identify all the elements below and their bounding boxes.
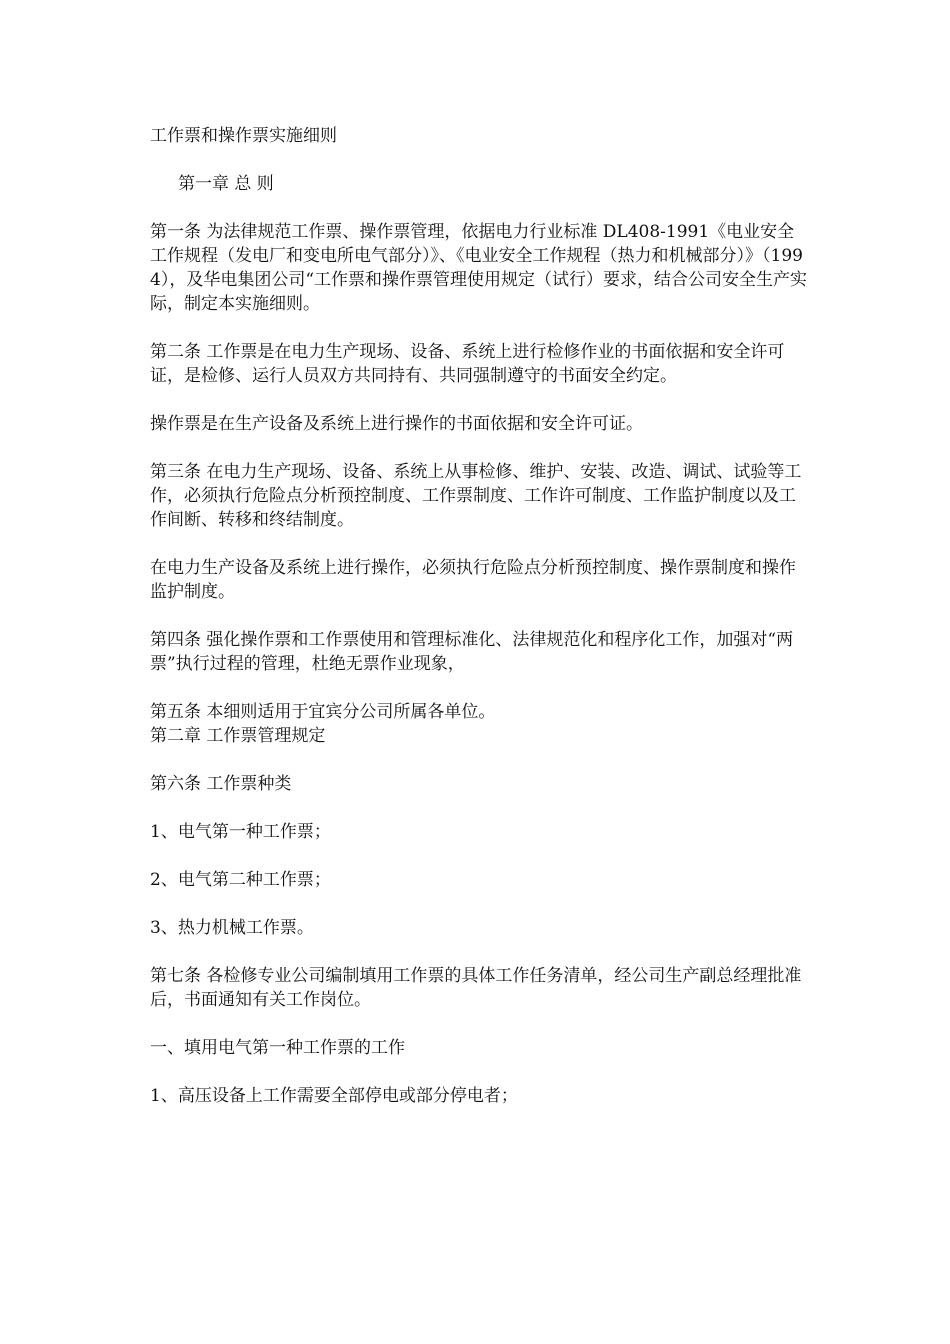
paragraph: 一、填用电气第一种工作票的工作: [150, 1038, 405, 1058]
paragraph: 第四条 强化操作票和工作票使用和管理标准化、法律规范化和程序化工作，加强对“两票”执行过程的管理，杜绝无票作业现象，: [150, 630, 794, 674]
chapter-heading: 第一章 总 则: [178, 174, 274, 194]
paragraph: 第六条 工作票种类: [150, 774, 292, 794]
list-item: 3、热力机械工作票。: [150, 918, 314, 938]
paragraph: 第一条 为法律规范工作票、操作票管理，依据电力行业标准 DL408-1991《电业安全工作规程（发电厂和变电所电气部分）》、《电业安全工作规程（热力和机械部分）》（1994），及华电集团公司“工作票和操作票管理使用规定（试行）要求，结合公司安全生产实际，制定本实施细则。: [150, 222, 808, 314]
paragraph: 第七条 各检修专业公司编制填用工作票的具体工作任务清单，经公司生产副总经理批准后，书面通知有关工作岗位。: [150, 966, 802, 1010]
list-item: 1、高压设备上工作需要全部停电或部分停电者；: [150, 1086, 518, 1106]
chapter-heading: 第二章 工作票管理规定: [150, 726, 326, 746]
paragraph: 第二条 工作票是在电力生产现场、设备、系统上进行检修作业的书面依据和安全许可证，是检修、运行人员双方共同持有、共同强制遵守的书面安全约定。: [150, 342, 785, 386]
paragraph: 第三条 在电力生产现场、设备、系统上从事检修、维护、安装、改造、调试、试验等工作，必须执行危险点分析预控制度、工作票制度、工作许可制度、工作监护制度以及工作间断、转移和终结制度。: [150, 462, 802, 530]
document-body: [150, 124, 810, 1132]
list-item: 1、电气第一种工作票；: [150, 822, 331, 842]
paragraph: 操作票是在生产设备及系统上进行操作的书面依据和安全许可证。: [150, 414, 643, 434]
document-title: 工作票和操作票实施细则: [150, 126, 337, 146]
paragraph: 第五条 本细则适用于宜宾分公司所属各单位。: [150, 702, 496, 722]
paragraph: 在电力生产设备及系统上进行操作，必须执行危险点分析预控制度、操作票制度和操作监护制度。: [150, 558, 796, 602]
list-item: 2、电气第二种工作票；: [150, 870, 331, 890]
